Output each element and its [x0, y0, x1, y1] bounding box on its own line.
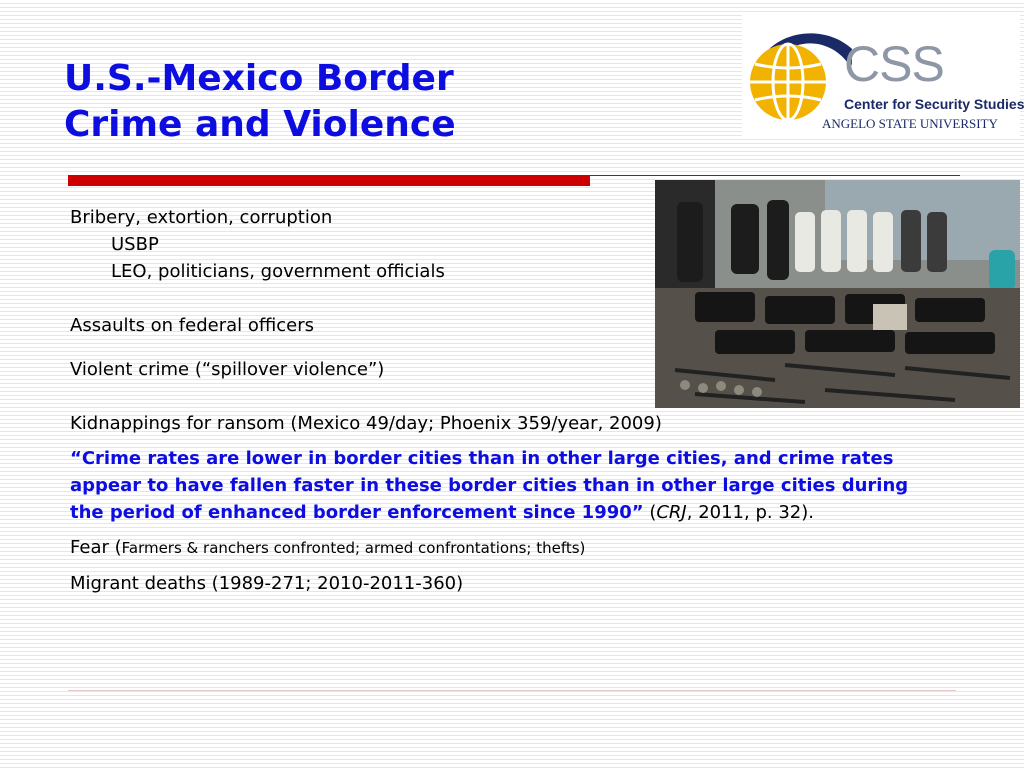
footer-rule [68, 690, 956, 691]
title-underline-red [68, 175, 590, 186]
logo-center-name: Center for Security Studies [844, 96, 1024, 112]
css-logo [742, 14, 1024, 136]
sub-bullet-officials: LEO, politicians, government officials [111, 261, 445, 282]
bullet-fear [70, 534, 930, 562]
bullet-bribery: Bribery, extortion, corruption [70, 207, 333, 228]
quote-citation-open: ( [643, 502, 657, 523]
fear-label: Fear ( [70, 537, 122, 558]
quote-text: “Crime rates are lower in border cities than in other large cities, and crime rates appear to have fallen faster in these border cities than in other large cities during the period of enhanced border enforcement since 1990” [70, 448, 909, 523]
bullet-migrant-deaths: Migrant deaths (1989-271; 2010-2011-360) [70, 573, 464, 594]
bullet-content [70, 204, 930, 597]
title-underline-thin [590, 175, 960, 176]
quote-citation-rest: , 2011, p. 32). [686, 502, 814, 523]
title-line-2: Crime and Violence [64, 104, 456, 145]
sub-bullet-usbp: USBP [111, 234, 159, 255]
quote-citation-source: CRJ [656, 502, 687, 523]
bullet-quote [70, 445, 920, 526]
fear-detail: Farmers & ranchers confronted; armed confrontations; thefts) [121, 539, 586, 557]
title-line-1: U.S.-Mexico Border [64, 58, 454, 99]
logo-abbreviation: CSS [844, 36, 944, 92]
bullet-assaults: Assaults on federal officers [70, 315, 315, 336]
logo-university: ANGELO STATE UNIVERSITY [822, 116, 998, 131]
slide-title [64, 56, 456, 148]
bullet-kidnappings: Kidnappings for ransom (Mexico 49/day; Phoenix 359/year, 2009) [70, 413, 662, 434]
globe-icon [742, 18, 852, 128]
bullet-violent-crime: Violent crime (“spillover violence”) [70, 359, 385, 380]
